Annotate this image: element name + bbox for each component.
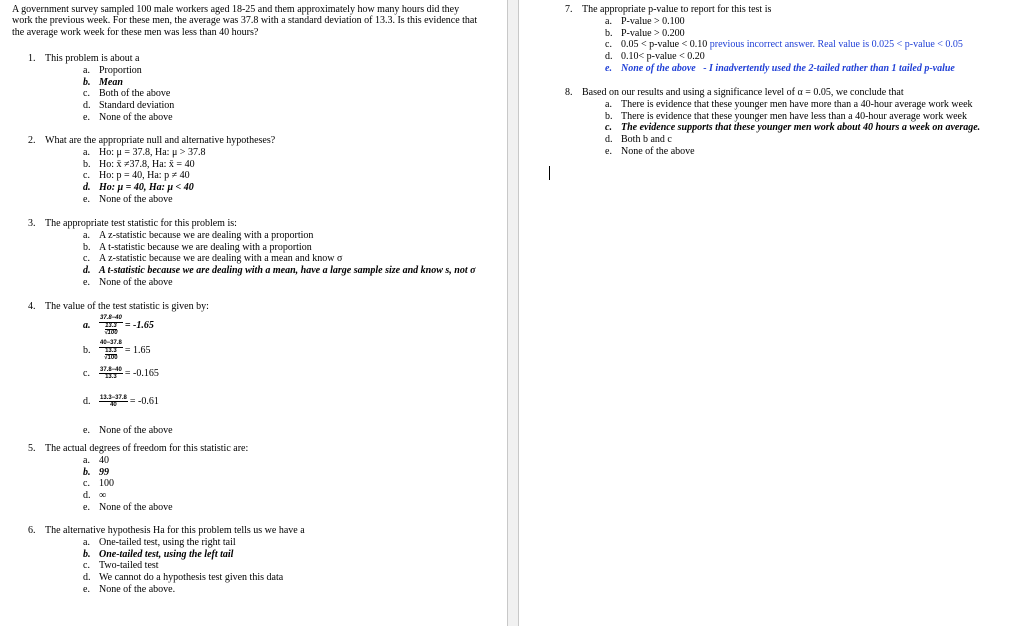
question-number: 4. [28, 301, 36, 312]
fraction-denominator: 13.3 [105, 374, 117, 381]
option-letter: e. [605, 62, 612, 74]
option-text: None of the above - I inadvertently used the 2-tailed rather than 1 tailed p-value [621, 62, 955, 74]
option-letter: b. [83, 344, 91, 356]
option-text: None of the above [99, 501, 173, 513]
option-e[interactable] [565, 146, 1020, 158]
option-letter: d. [83, 265, 91, 277]
option-e[interactable] [28, 112, 498, 124]
option-value: = 1.65 [124, 344, 151, 356]
option-b[interactable] [28, 339, 498, 363]
option-letter: d. [83, 100, 91, 112]
question-text: The value of the test statistic is given by: [45, 301, 209, 312]
option-letter: d. [605, 51, 613, 63]
fraction-numerator: 40−37.8 [100, 340, 122, 347]
option-letter: e. [83, 583, 90, 595]
option-c[interactable] [28, 253, 498, 265]
option-text: P-value > 0.100 [621, 15, 685, 27]
option-letter: a. [83, 536, 90, 548]
option-a[interactable] [565, 16, 1020, 28]
option-letter: b. [83, 466, 91, 478]
question-text: The actual degrees of freedom for this statistic are: [45, 443, 249, 454]
option-d-selected[interactable] [28, 265, 498, 277]
option-c[interactable] [28, 170, 498, 182]
option-text: None of the above. [99, 583, 176, 595]
question-number: 3. [28, 218, 36, 229]
fraction-numerator: 13.3−37.8 [100, 394, 127, 401]
option-letter: e. [83, 111, 90, 123]
option-e[interactable] [28, 277, 498, 289]
option-a[interactable] [28, 537, 498, 549]
option-letter: e. [83, 276, 90, 288]
option-a-selected[interactable] [28, 313, 498, 339]
option-a[interactable] [565, 99, 1020, 111]
option-text: There is evidence that these younger men have more than a 40-hour average work week [621, 98, 973, 110]
fraction-denominator: 13.3 [105, 322, 117, 329]
option-b-selected[interactable] [28, 549, 498, 561]
option-text: 0.10< p-value < 0.20 [621, 51, 705, 63]
document-page-right [519, 0, 1024, 626]
fraction-sub-denominator: √100 [104, 355, 118, 362]
option-letter: c. [605, 122, 612, 134]
fraction [99, 395, 128, 409]
question-number: 2. [28, 135, 36, 146]
option-text: 100 [99, 478, 114, 490]
option-c[interactable] [565, 39, 1020, 51]
option-letter: c. [83, 478, 90, 490]
option-c[interactable] [28, 560, 498, 572]
option-letter: b. [83, 548, 91, 560]
fraction-denominator: 40 [110, 402, 117, 409]
question-number: 5. [28, 443, 36, 454]
text-cursor [549, 166, 550, 180]
option-value: = -0.165 [124, 367, 159, 379]
option-text: Ho: p = 40, Ha: p ≠ 40 [99, 170, 190, 182]
fraction-numerator: 37.8−40 [100, 366, 122, 373]
option-text: Both of the above [99, 88, 171, 100]
option-text: One-tailed test, using the right tail [99, 536, 236, 548]
option-d[interactable] [28, 385, 498, 419]
option-letter: a. [83, 229, 90, 241]
option-letter: c. [83, 560, 90, 572]
option-letter: d. [83, 395, 91, 407]
correction-annotation: previous incorrect answer. Real value is 0.025 < p-value < 0.05 [709, 39, 963, 51]
option-text: None of the above [99, 193, 173, 205]
fraction-sub-denominator: √100 [104, 330, 118, 337]
option-letter: e. [83, 424, 90, 436]
option-letter: a. [83, 454, 90, 466]
question-number: 1. [28, 53, 36, 64]
option-letter: c. [83, 170, 90, 182]
option-text: A t-statistic because we are dealing with a mean, have a large sample size and know s, not σ [99, 265, 476, 277]
option-text: There is evidence that these younger men have less than a 40-hour average work week [621, 110, 967, 122]
option-text: Standard deviation [99, 100, 175, 112]
option-letter: b. [83, 76, 91, 88]
option-d[interactable] [565, 51, 1020, 63]
option-text: Mean [99, 76, 123, 88]
question-6 [28, 525, 498, 596]
option-d[interactable] [28, 490, 498, 502]
option-text: 40 [99, 454, 109, 466]
option-letter: b. [605, 27, 613, 39]
problem-intro: A government survey sampled 100 male workers aged 18-25 and them approximately how many hours did they work the previous week. For these men, the average was 37.8 with a standard deviation of 13.3. Is this evidence that the average work week for these men was less than 40 hours? [12, 4, 478, 38]
option-b[interactable] [565, 111, 1020, 123]
question-number: 8. [565, 87, 573, 98]
option-text: Ho: μ = 37.8, Ha: μ > 37.8 [99, 146, 206, 158]
option-e[interactable] [28, 425, 498, 437]
option-text: None of the above [99, 424, 173, 436]
option-text: Ho: μ = 40, Ha: μ < 40 [99, 182, 194, 194]
option-e[interactable] [28, 584, 498, 596]
option-letter: a. [83, 64, 90, 76]
option-b-selected[interactable] [28, 77, 498, 89]
option-c[interactable] [28, 363, 498, 385]
option-a[interactable] [28, 455, 498, 467]
option-letter: a. [605, 15, 612, 27]
question-2 [28, 135, 498, 206]
option-b-selected[interactable] [28, 467, 498, 479]
option-letter: e. [83, 193, 90, 205]
fraction-numerator: 37.8−40 [100, 315, 122, 322]
option-text: A z-statistic because we are dealing with a proportion [99, 229, 314, 241]
option-text: None of the above [621, 145, 695, 157]
option-value: = -1.65 [124, 319, 154, 331]
option-a[interactable] [28, 65, 498, 77]
option-c[interactable] [28, 88, 498, 100]
option-d[interactable] [565, 134, 1020, 146]
fraction [99, 367, 123, 381]
question-text: The alternative hypothesis Ha for this problem tells us we have a [45, 525, 305, 536]
option-b[interactable] [565, 28, 1020, 40]
option-letter: b. [605, 110, 613, 122]
option-letter: b. [83, 241, 91, 253]
question-text: The appropriate test statistic for this problem is: [45, 218, 237, 229]
option-text: ∞ [99, 490, 107, 502]
option-letter: d. [83, 182, 91, 194]
option-letter: c. [83, 88, 90, 100]
question-number: 7. [565, 4, 573, 15]
option-text: We cannot do a hypothesis test given this data [99, 572, 284, 584]
fraction [99, 340, 123, 362]
question-3 [28, 218, 498, 289]
question-text: Based on our results and using a significance level of α = 0.05, we conclude that [582, 87, 904, 98]
option-value: = -0.61 [129, 395, 159, 407]
question-text: What are the appropriate null and alternative hypotheses? [45, 135, 276, 146]
option-text: 0.05 < p-value < 0.10 [621, 39, 710, 51]
option-c[interactable] [28, 478, 498, 490]
question-number: 6. [28, 525, 36, 536]
question-4 [28, 301, 498, 437]
option-d[interactable] [28, 572, 498, 584]
option-text: Both b and c [621, 134, 672, 146]
option-letter: a. [83, 319, 91, 331]
option-letter: c. [83, 367, 90, 379]
option-a[interactable] [28, 147, 498, 159]
question-7 [565, 4, 1020, 75]
question-text: This problem is about a [45, 53, 140, 64]
option-letter: b. [83, 158, 91, 170]
page-gutter [507, 0, 519, 626]
option-d[interactable] [28, 100, 498, 112]
option-letter: d. [83, 572, 91, 584]
option-text: 99 [99, 466, 109, 478]
fraction [99, 315, 123, 337]
option-text: Two-tailed test [99, 560, 159, 572]
option-letter: d. [83, 490, 91, 502]
option-letter: e. [605, 145, 612, 157]
option-letter: e. [83, 501, 90, 513]
option-a[interactable] [28, 230, 498, 242]
fraction-denominator: 13.3 [105, 347, 117, 354]
option-e[interactable] [28, 502, 498, 514]
option-e[interactable] [28, 194, 498, 206]
option-text: A z-statistic because we are dealing with a mean and know σ [99, 253, 343, 265]
question-8 [565, 87, 1020, 158]
option-letter: c. [605, 39, 612, 51]
option-text: None of the above [99, 276, 173, 288]
option-letter: a. [605, 98, 612, 110]
option-text: P-value > 0.200 [621, 27, 685, 39]
question-text: The appropriate p-value to report for this test is [582, 4, 772, 15]
option-e-selected[interactable] [565, 63, 1020, 75]
option-text: Ho: x̄ ≠37.8, Ha: x̄ = 40 [99, 158, 195, 170]
option-text: A t-statistic because we are dealing with a proportion [99, 241, 312, 253]
option-text: The evidence supports that these younger men work about 40 hours a week on average. [621, 122, 981, 134]
option-text: Proportion [99, 64, 142, 76]
question-1 [28, 53, 498, 124]
option-text: None of the above [99, 111, 173, 123]
question-5 [28, 443, 498, 514]
document-page-left [0, 0, 507, 626]
option-text: One-tailed test, using the left tail [99, 548, 234, 560]
option-letter: c. [83, 253, 90, 265]
option-letter: a. [83, 146, 90, 158]
option-d-selected[interactable] [28, 182, 498, 194]
option-b[interactable] [28, 159, 498, 171]
option-b[interactable] [28, 242, 498, 254]
option-letter: d. [605, 134, 613, 146]
option-c-selected[interactable] [565, 122, 1020, 134]
